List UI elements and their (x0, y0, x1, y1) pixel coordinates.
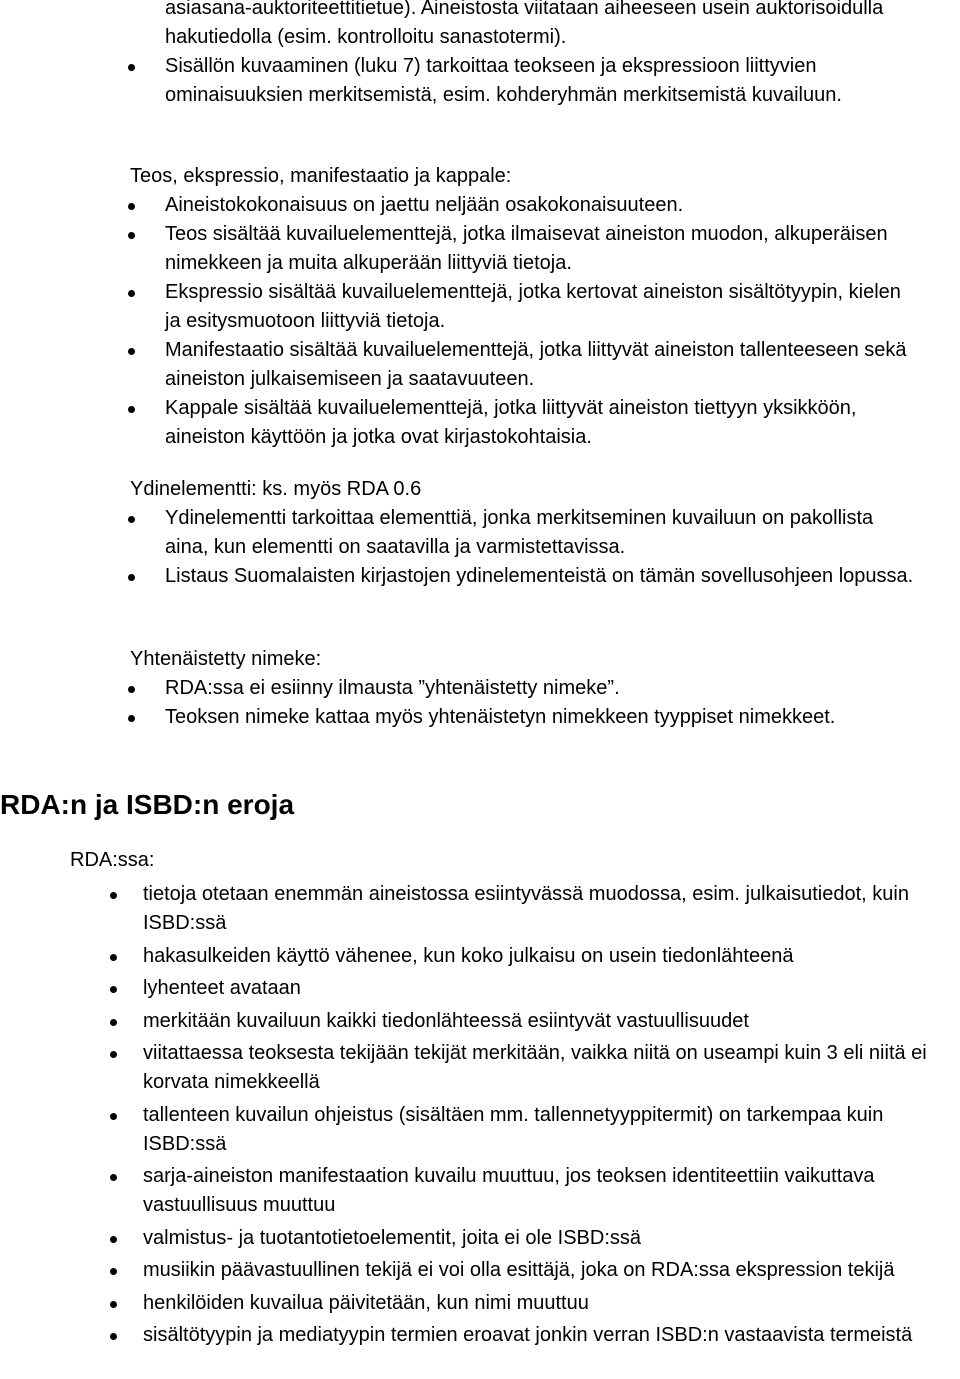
list-item: hakasulkeiden käyttö vähenee, kun koko julkaisu on usein tiedonlähteenä (0, 942, 960, 971)
list-item: RDA:ssa ei esiinny ilmausta ”yhtenäistetty nimeke”. (0, 674, 960, 703)
bullet-icon (128, 290, 135, 297)
list-item: valmistus- ja tuotantotietoelementit, joita ei ole ISBD:ssä (0, 1224, 960, 1253)
bullet-icon (110, 1268, 117, 1275)
yhten-list (0, 674, 960, 732)
list-item: Ekspressio sisältää kuvailuelementtejä, jotka kertovat aineiston sisältötyypin, kielen ja esitysmuotoon liittyviä tietoja. (0, 278, 960, 336)
continuation-text: asiasana-auktoriteettitietue). Aineistosta viitataan aiheeseen usein auktorisoidulla hakutiedolla (esim. kontrolloitu sanastotermi). (165, 0, 884, 48)
list-item: lyhenteet avataan (0, 974, 960, 1003)
bullet-icon (128, 232, 135, 239)
list-item: Teos sisältää kuvailuelementtejä, jotka ilmaisevat aineiston muodon, alkuperäisen nimekkeen ja muita alkuperään liittyviä tietoja. (0, 220, 960, 278)
bullet-icon (110, 1174, 117, 1181)
bullet-icon (128, 686, 135, 693)
bullet-icon (128, 406, 135, 413)
bullet-icon (110, 1019, 117, 1026)
bullet-icon (110, 1113, 117, 1120)
list-item (0, 0, 960, 52)
bullet-icon (110, 1333, 117, 1340)
bullet-icon (110, 892, 117, 899)
list-item: tallenteen kuvailun ohjeistus (sisältäen mm. tallennetyyppitermit) on tarkempaa kuin ISBD:ssä (0, 1101, 960, 1159)
bullet-icon (110, 1301, 117, 1308)
list-item: viitattaessa teoksesta tekijään tekijät merkitään, vaikka niitä on useampi kuin 3 eli niitä ei korvata nimekkeellä (0, 1039, 960, 1097)
list-item: merkitään kuvailuun kaikki tiedonlähteessä esiintyvät vastuullisuudet (0, 1007, 960, 1036)
bullet-icon (128, 348, 135, 355)
top-list (0, 0, 960, 110)
list-item: sisältötyypin ja mediatyypin termien eroavat jonkin verran ISBD:n vastaavista termeistä (0, 1321, 960, 1350)
teos-list (0, 191, 960, 452)
list-item: Sisällön kuvaaminen (luku 7) tarkoittaa teokseen ja ekspressioon liittyvien ominaisuuksien merkitsemistä, esim. kohderyhmän merkitsemistä kuvailuun. (0, 52, 960, 110)
bullet-icon (128, 715, 135, 722)
ydin-list (0, 504, 960, 591)
bullet-icon (128, 574, 135, 581)
list-item: Teoksen nimeke kattaa myös yhtenäistetyn nimekkeen tyyppiset nimekkeet. (0, 703, 960, 732)
list-item: Manifestaatio sisältää kuvailuelementtejä, jotka liittyvät aineiston tallenteeseen sekä aineiston julkaisemiseen ja saatavuuteen. (0, 336, 960, 394)
bullet-icon (128, 64, 135, 71)
list-item: Kappale sisältää kuvailuelementtejä, jotka liittyvät aineiston tiettyyn yksikköön, aineiston käyttöön ja jotka ovat kirjastokohtaisia. (0, 394, 960, 452)
list-item: tietoja otetaan enemmän aineistossa esiintyvässä muodossa, esim. julkaisutiedot, kuin ISBD:ssä (0, 880, 960, 938)
rda-differences-list (0, 880, 960, 1354)
ydin-heading: Ydinelementti: ks. myös RDA 0.6 (130, 478, 422, 500)
yhten-heading: Yhtenäistetty nimeke: (130, 648, 322, 670)
bullet-icon (110, 986, 117, 993)
list-item: henkilöiden kuvailua päivitetään, kun nimi muuttuu (0, 1289, 960, 1318)
list-item: sarja-aineiston manifestaation kuvailu muuttuu, jos teoksen identiteettiin vaikuttava vastuullisuus muuttuu (0, 1162, 960, 1220)
bullet-icon (128, 203, 135, 210)
bullet-icon (110, 954, 117, 961)
teos-heading: Teos, ekspressio, manifestaatio ja kappale: (130, 165, 512, 187)
bullet-icon (110, 1236, 117, 1243)
list-item: Aineistokokonaisuus on jaettu neljään osakokonaisuuteen. (0, 191, 960, 220)
bullet-icon (110, 1051, 117, 1058)
rda-label: RDA:ssa: (70, 849, 155, 871)
bullet-icon (128, 516, 135, 523)
list-item: musiikin päävastuullinen tekijä ei voi olla esittäjä, joka on RDA:ssa ekspression tekijä (0, 1256, 960, 1285)
list-item: Ydinelementti tarkoittaa elementtiä, jonka merkitseminen kuvailuun on pakollista aina, kun elementti on saatavilla ja varmistettavissa. (0, 504, 960, 562)
section-title: RDA:n ja ISBD:n eroja (0, 789, 295, 820)
list-item: Listaus Suomalaisten kirjastojen ydinelementeistä on tämän sovellusohjeen lopussa. (0, 562, 960, 591)
